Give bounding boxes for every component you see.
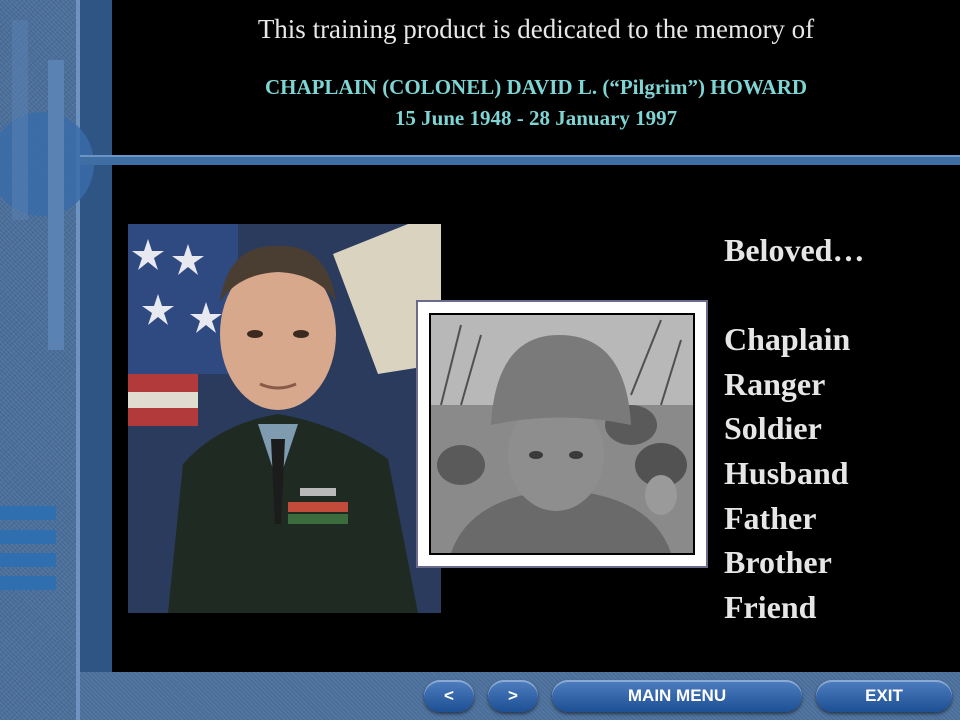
tribute-list: [724, 228, 864, 629]
main-menu-button[interactable]: MAIN MENU: [552, 680, 802, 712]
role-item: Brother: [724, 544, 832, 581]
role-item: Friend: [724, 588, 817, 625]
decorative-sidebar: [0, 0, 112, 720]
previous-button[interactable]: <: [424, 680, 474, 712]
field-photo-frame: [416, 300, 708, 568]
role-item: Husband: [724, 454, 849, 491]
honoree-name: CHAPLAIN (COLONEL) DAVID L. (“Pilgrim”) HOWARD: [264, 75, 808, 99]
exit-button[interactable]: EXIT: [816, 680, 952, 712]
beloved-heading: Beloved…: [724, 232, 865, 268]
role-item: Ranger: [724, 365, 826, 402]
role-item: Soldier: [724, 410, 822, 447]
field-helmet-photo: [429, 313, 695, 555]
role-item: Father: [724, 499, 817, 536]
role-item: Chaplain: [724, 321, 851, 358]
dedication-text: This training product is dedicated to the memory of: [257, 14, 815, 44]
official-portrait-photo: [128, 224, 441, 613]
next-button[interactable]: >: [488, 680, 538, 712]
honoree-dates: 15 June 1948 - 28 January 1997: [394, 106, 678, 130]
